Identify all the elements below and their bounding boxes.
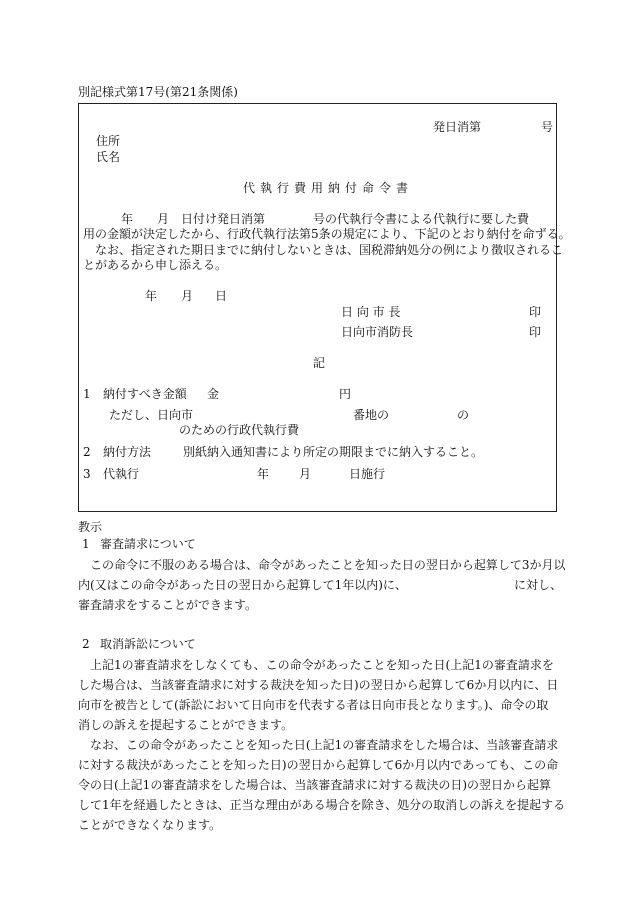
body-line1-tail: 号の代執行令書による代執行に要した費 bbox=[313, 212, 530, 226]
notice-box bbox=[78, 103, 571, 512]
signatory-fire-chief: 日向市消防長 bbox=[341, 325, 414, 339]
ki-mark: 記 bbox=[313, 356, 326, 370]
item2-text: 別紙納入通知書により所定の期限までに納入すること。 bbox=[183, 445, 484, 459]
body-line4: とがあるから申し添える。 bbox=[83, 258, 228, 272]
signatory-mayor: 日 向 市 長 bbox=[341, 305, 401, 319]
item3-day: 日施行 bbox=[349, 467, 386, 481]
section1-heading: 審査請求について bbox=[100, 537, 196, 551]
item2-number: 2 bbox=[83, 445, 91, 459]
seal-mark: 印 bbox=[529, 305, 542, 319]
item1-kin: 金 bbox=[207, 387, 220, 401]
item1-proviso-purpose: のための行政代執行費 bbox=[179, 423, 300, 437]
body-day-ref: 日付け発日消第 bbox=[181, 212, 266, 226]
date-day: 日 bbox=[215, 289, 228, 303]
section2-heading: 取消訴訟について bbox=[100, 637, 196, 651]
item1-proviso-prefix: ただし、日向市 bbox=[109, 408, 194, 422]
section2-line: して1年を経過したときは、正当な理由がある場合を除き、処分の取消しの訴えを提起する bbox=[78, 798, 566, 812]
section1-line3: 審査請求をすることができます。 bbox=[78, 598, 258, 612]
item1-yen: 円 bbox=[339, 387, 352, 401]
item2-label: 納付方法 bbox=[103, 445, 152, 459]
seal-mark: 印 bbox=[529, 325, 542, 339]
body-year: 年 bbox=[121, 212, 134, 226]
item3-month: 月 bbox=[299, 467, 312, 481]
section2-number: 2 bbox=[82, 637, 90, 651]
section2-line: 令の日(上記1の審査請求をした場合は、当該審査請求に対する裁決の日)の翌日から起算 bbox=[78, 778, 552, 792]
instruction-heading: 教示 bbox=[78, 520, 103, 534]
section2-line: ことができなくなります。 bbox=[78, 818, 222, 832]
issue-number-label: 発日消第 bbox=[433, 120, 482, 134]
item1-label: 納付すべき金額 bbox=[103, 387, 187, 401]
notice-title: 代執行費用納付命令書 bbox=[243, 181, 414, 195]
date-year: 年 bbox=[145, 289, 158, 303]
section2-line: なお、この命令があったことを知った日(上記1の審査請求をした場合は、当該審査請求 bbox=[90, 738, 559, 752]
item3-year: 年 bbox=[257, 467, 270, 481]
section1-number: 1 bbox=[82, 537, 90, 551]
item3-number: 3 bbox=[83, 467, 91, 481]
body-month: 月 bbox=[157, 212, 170, 226]
item1-proviso-no: の bbox=[457, 408, 470, 422]
form-label: 別記様式第17号(第21条関係) bbox=[78, 85, 238, 99]
section1-line2b: に対し、 bbox=[514, 578, 563, 592]
body-line3: なお、指定された期日までに納付しないときは、国税滞納処分の例により徴収されるこ bbox=[95, 243, 564, 257]
item1-proviso-banchi: 番地の bbox=[353, 408, 390, 422]
section2-line: 向市を被告として(訴訟において日向市を代表する者は日向市長となります。)、命令の取 bbox=[78, 698, 549, 712]
date-month: 月 bbox=[181, 289, 194, 303]
section1-line2a: 内(又はこの命令があった日の翌日から起算して1年以内)に、 bbox=[78, 578, 407, 592]
item1-number: 1 bbox=[83, 387, 91, 401]
item3-label: 代執行 bbox=[103, 467, 140, 481]
section2-line: 上記1の審査請求をしなくても、この命令があったことを知った日(上記1の審査請求を bbox=[90, 658, 554, 672]
section2-line: した場合は、当該審査請求に対する裁決を知った日)の翌日から起算して6か月以内に、日 bbox=[78, 678, 559, 692]
name-label: 氏名 bbox=[96, 150, 121, 164]
section2-line: 消しの訴えを提起することができます。 bbox=[78, 718, 294, 732]
issue-number-suffix: 号 bbox=[541, 120, 554, 134]
section1-line1: この命令に不服のある場合は、命令があったことを知った日の翌日から起算して3か月以 bbox=[90, 558, 566, 572]
address-label: 住所 bbox=[96, 134, 121, 148]
body-line2: 用の金額が決定したから、行政代執行法第5条の規定により、下記のとおり納付を命ずる。 bbox=[83, 227, 571, 241]
section2-line: に対する裁決があったことを知った日)の翌日から起算して6か月以内であっても、この命 bbox=[78, 758, 559, 772]
